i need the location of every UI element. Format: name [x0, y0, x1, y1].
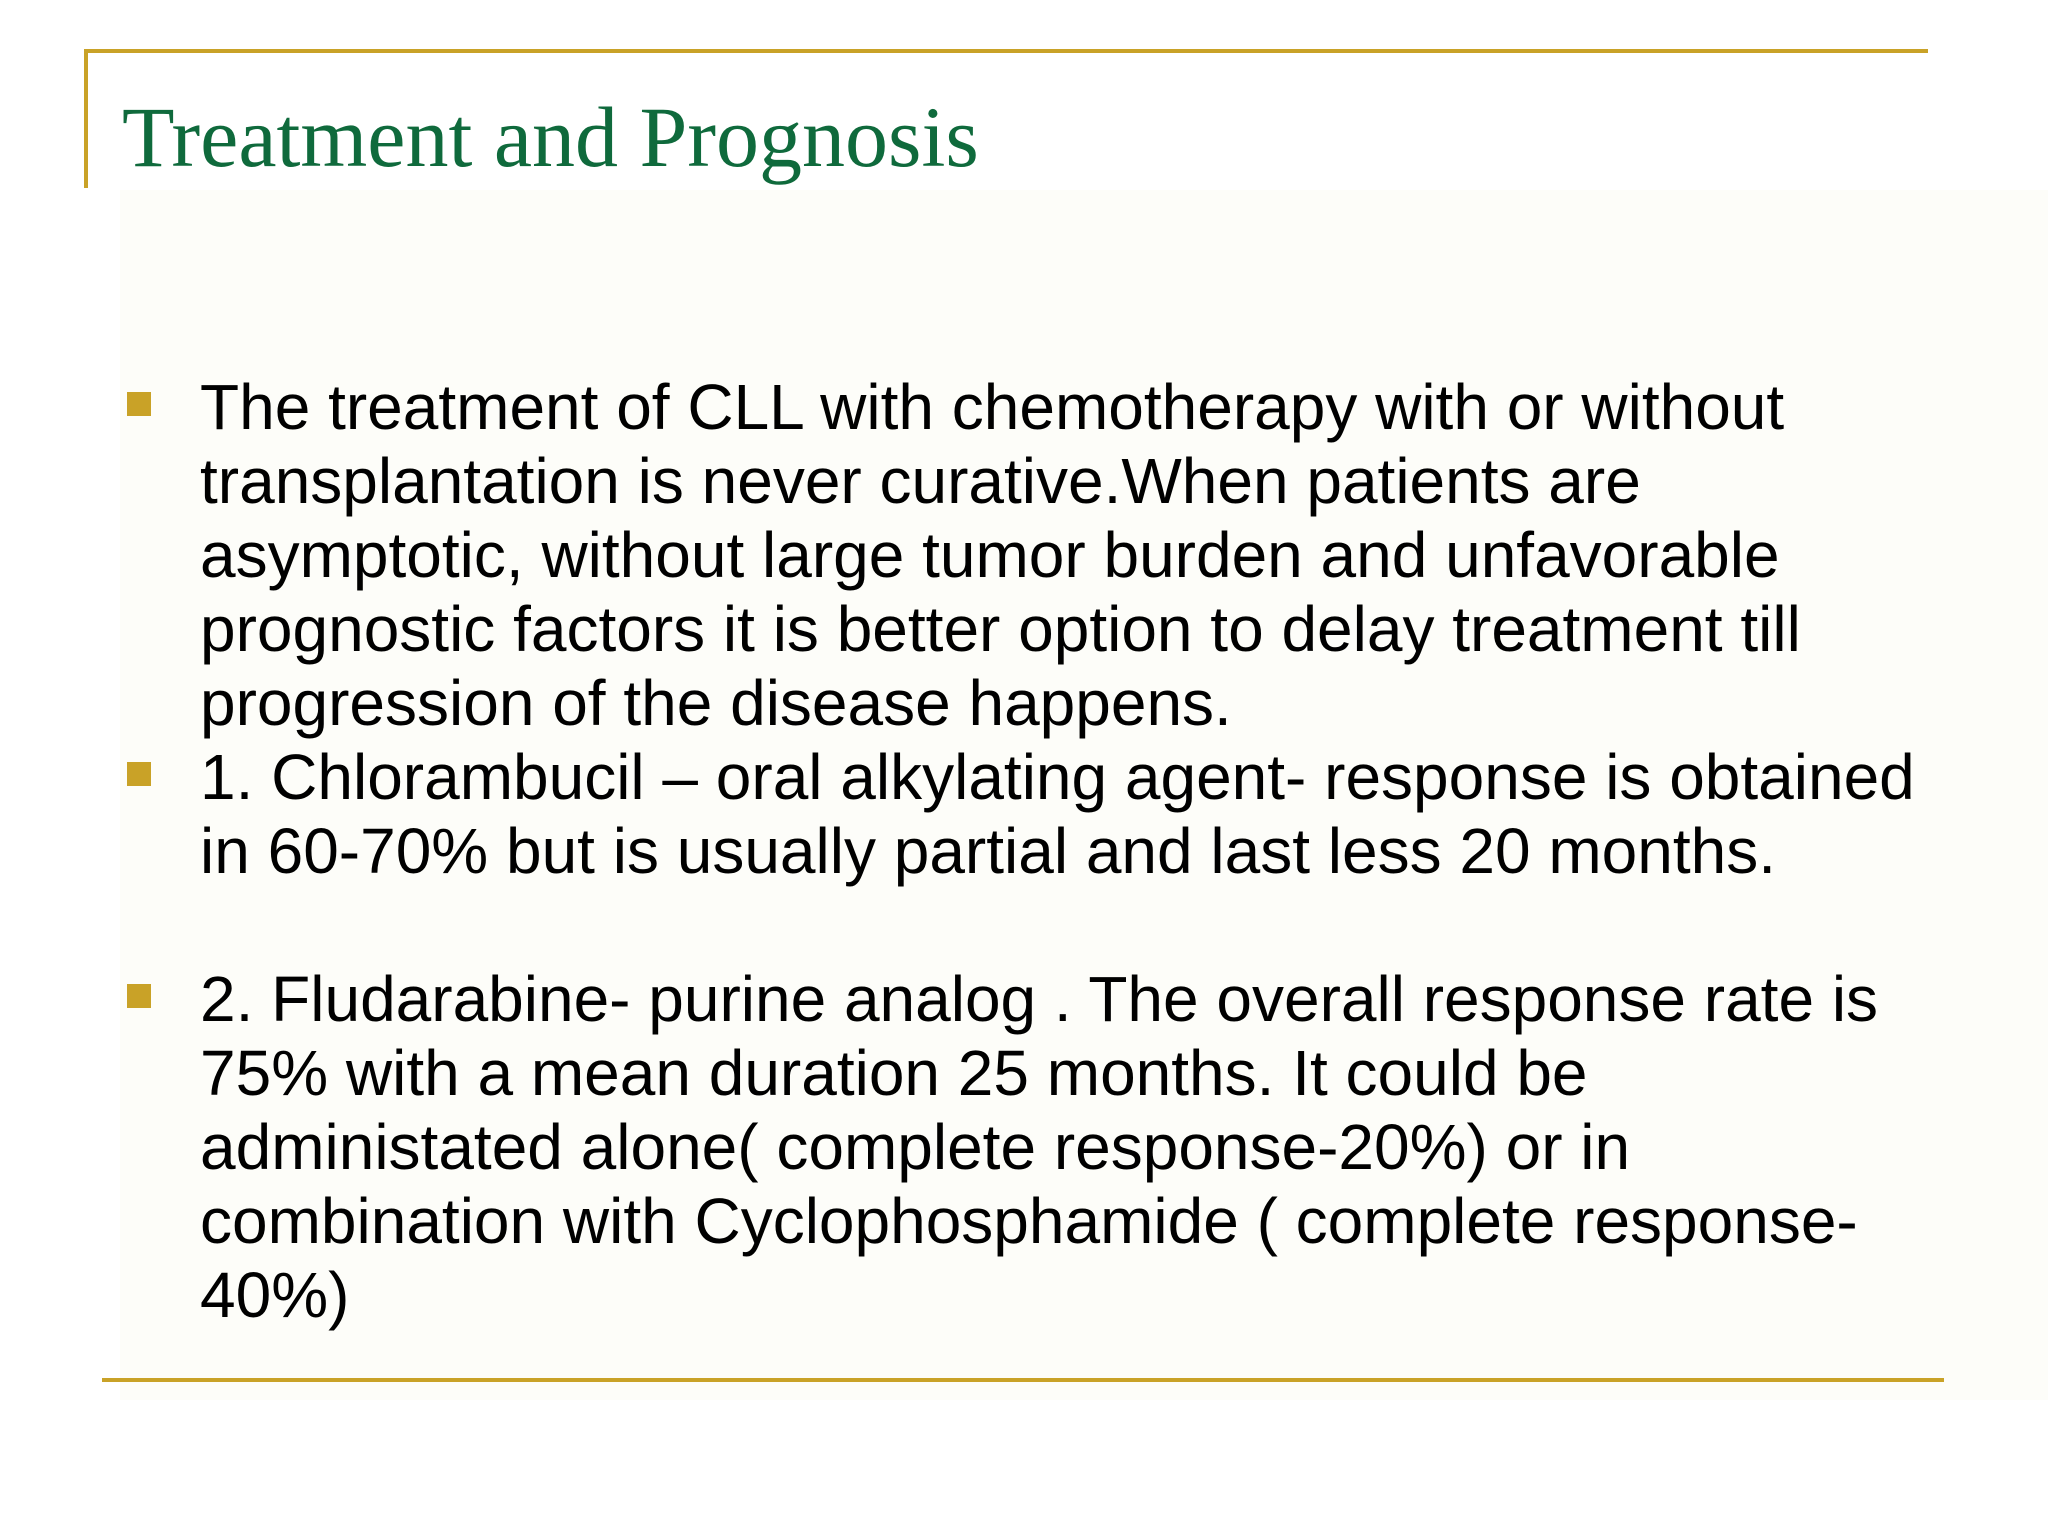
square-bullet-icon: [127, 762, 151, 786]
square-bullet-icon: [127, 984, 151, 1008]
square-bullet-icon: [127, 392, 151, 416]
bullet-list: [124, 370, 1944, 1332]
bullet-text: 2. Fludarabine- purine analog . The overall response rate is 75% with a mean duration 25 months. It could be administated alone( complete response-20%) or in combination with Cyclophosphamide ( complete response- 40%): [200, 963, 1879, 1331]
left-divider: [84, 49, 88, 188]
bottom-divider: [102, 1378, 1944, 1382]
bullet-item-chlorambucil: [124, 740, 1944, 962]
bullet-item-fludarabine: [124, 962, 1944, 1332]
bullet-text: The treatment of CLL with chemotherapy with or without transplantation is never curative.When patients are asymptotic, without large tumor burden and unfavorable prognostic factors it is better option to delay treatment till progression of the disease happens.: [200, 371, 1801, 739]
top-divider: [84, 49, 1928, 53]
slide-title: Treatment and Prognosis: [122, 89, 979, 185]
bullet-text: 1. Chlorambucil – oral alkylating agent- response is obtained in 60-70% but is usually partial and last less 20 months.: [200, 741, 1915, 887]
bullet-item-treatment-overview: [124, 370, 1944, 740]
